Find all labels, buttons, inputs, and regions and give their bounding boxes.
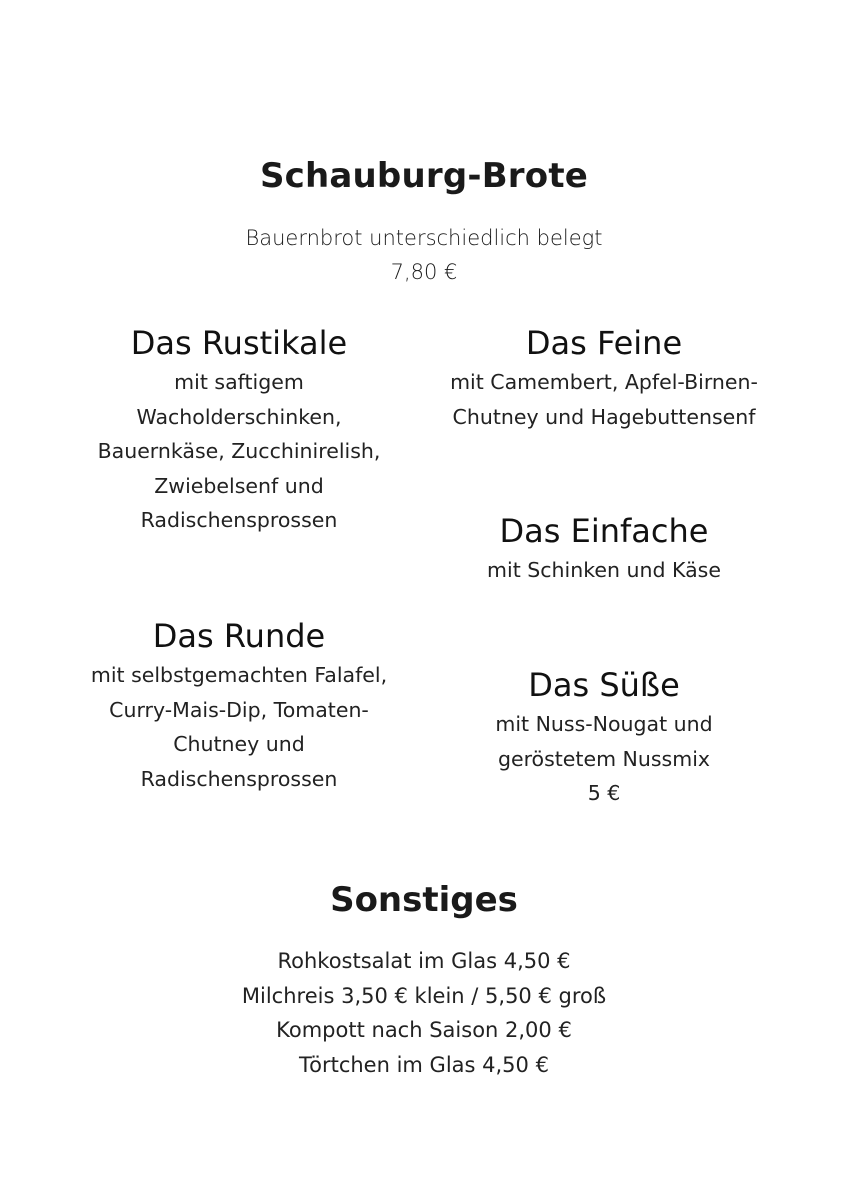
menu-item-rustikale [70,321,408,538]
menu-subtitle-block [0,221,848,289]
menu-item-suesse [424,663,784,810]
item-price: 5 € [587,781,621,805]
sonstiges-line: Rohkostsalat im Glas 4,50 € [277,949,571,973]
item-title: Das Feine [525,324,683,362]
item-title: Das Einfache [499,512,709,550]
item-description: mit saftigem Wacholderschinken, Bauernkäse, Zucchinirelish, Zwiebelsenf und Radischensprossen [97,370,381,532]
menu-base-price: 7,80 € [390,260,458,284]
menu-subtitle: Bauernbrot unterschiedlich belegt [245,226,603,250]
menu-item-feine [424,321,784,434]
menu-item-runde [70,614,408,796]
sonstiges-list [0,944,848,1082]
sonstiges-line: Milchreis 3,50 € klein / 5,50 € groß [241,983,607,1008]
section-title-sonstiges: Sonstiges [330,880,518,920]
menu-title: Schauburg-Brote [259,156,589,196]
item-description: mit Schinken und Käse [487,558,721,582]
sonstiges-line: Kompott nach Saison 2,00 € [276,1018,572,1042]
item-title: Das Süße [528,666,680,704]
item-description: mit Nuss-Nougat und geröstetem Nussmix [495,712,713,771]
item-description: mit Camembert, Apfel-Birnen- Chutney und Hagebuttensenf [450,370,758,429]
item-title: Das Rustikale [130,324,348,362]
item-title: Das Runde [152,617,326,655]
item-description: mit selbstgemachten Falafel, Curry-Mais-Dip, Tomaten- Chutney und Radischensprossen [90,663,388,791]
sonstiges-line: Törtchen im Glas 4,50 € [299,1052,549,1077]
menu-item-einfache [424,509,784,588]
